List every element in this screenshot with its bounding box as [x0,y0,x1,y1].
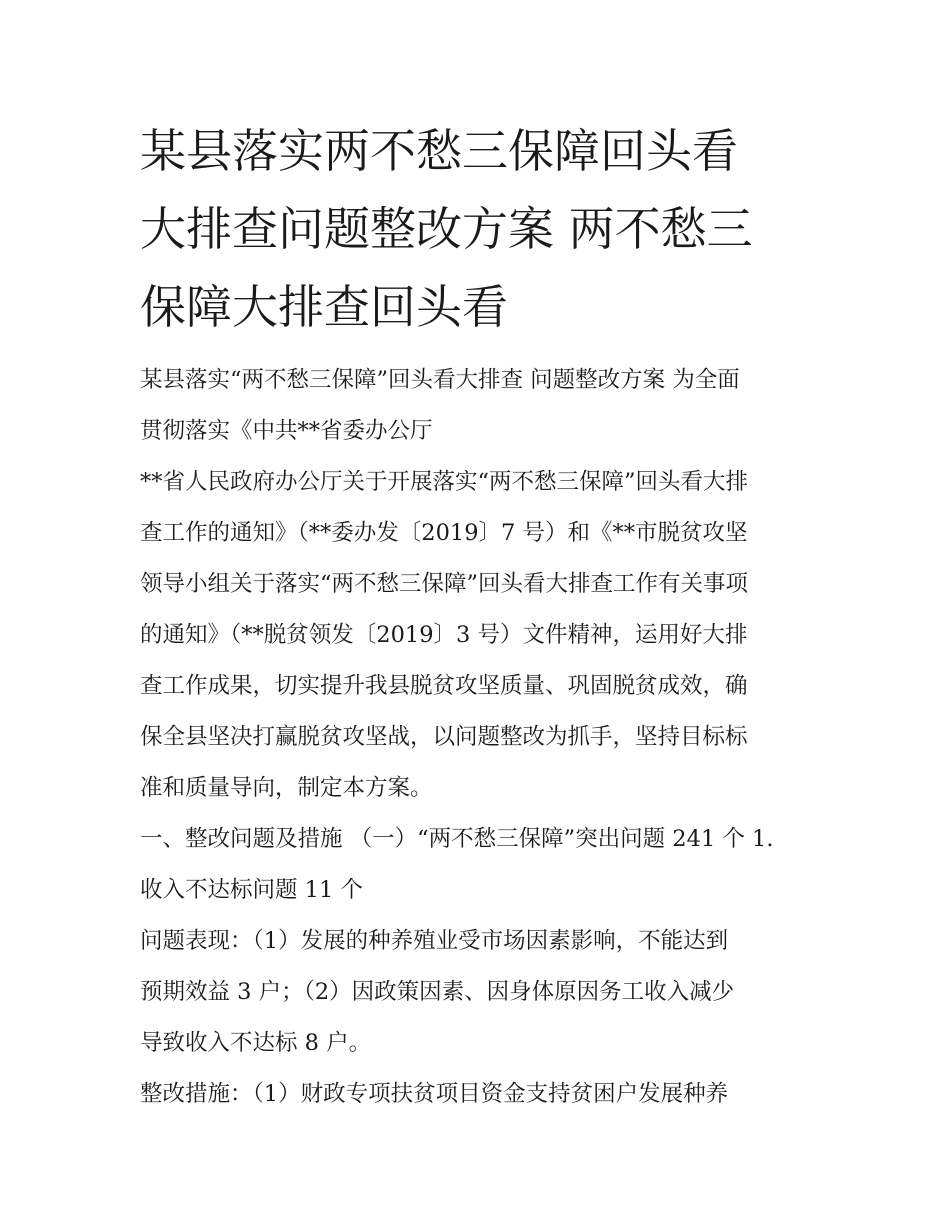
text-line: 查工作成果，切实提升我县脱贫攻坚质量、巩固脱贫成效，确 [140,673,748,699]
title-line: 大排查问题整改方案 两不愁三 [140,202,753,256]
paragraph-problem-description [140,916,830,1069]
text-line: 收入不达标问题 11 个 [140,877,363,903]
paragraph-measures [140,1069,830,1120]
document-title [140,112,820,346]
paragraph-basis [140,457,830,814]
paragraph-section-one [140,814,830,916]
text-line: 的通知》（**脱贫领发〔2019〕3 号）文件精神，运用好大排 [140,622,748,648]
text-line: 领导小组关于落实“两不愁三保障”回头看大排查工作有关事项 [140,571,749,597]
text-line: 问题表现：（1）发展的种养殖业受市场因素影响，不能达到 [140,928,729,954]
text-line: 贯彻落实《中共**省委办公厅 [140,418,433,444]
title-line: 保障大排查回头看 [140,280,508,334]
text-line: 准和质量导向，制定本方案。 [140,775,433,801]
text-line: 导致收入不达标 8 户。 [140,1030,372,1056]
text-line: 保全县坚决打赢脱贫攻坚战，以问题整改为抓手，坚持目标标 [140,724,748,750]
title-line: 某县落实两不愁三保障回头看 [140,124,738,178]
text-line: 整改措施：（1）财政专项扶贫项目资金支持贫困户发展种养 [140,1081,729,1107]
text-line: 某县落实“两不愁三保障”回头看大排查 问题整改方案 为全面 [140,367,740,393]
text-line: 一、整改问题及措施 （一）“两不愁三保障”突出问题 241 个 1. [140,826,774,852]
text-line: **省人民政府办公厅关于开展落实“两不愁三保障”回头看大排 [140,469,749,495]
paragraph-intro [140,355,830,457]
text-line: 查工作的通知》（**委办发〔2019〕7 号）和《**市脱贫攻坚 [140,520,748,546]
document-body [140,355,830,1120]
text-line: 预期效益 3 户；（2）因政策因素、因身体原因务工收入减少 [140,979,735,1005]
